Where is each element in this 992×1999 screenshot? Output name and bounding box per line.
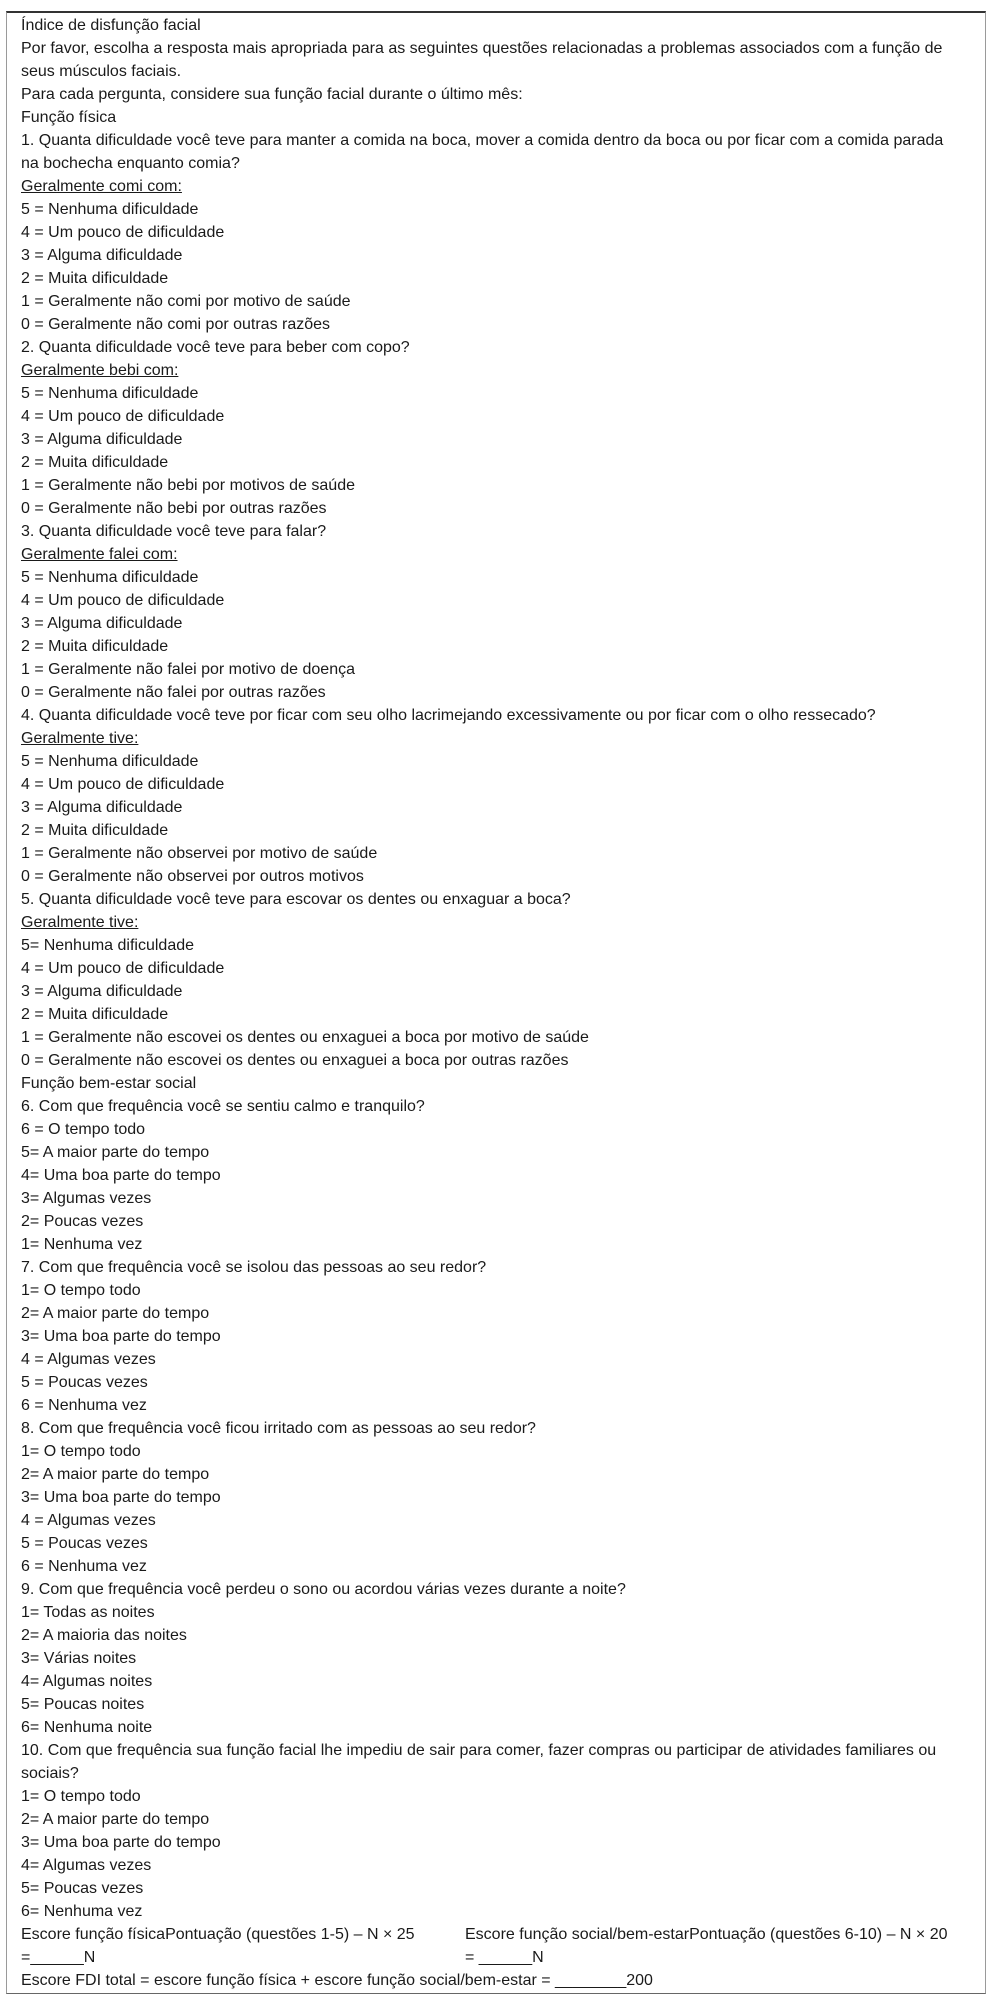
questionnaire-line: 3= Uma boa parte do tempo [21,1328,221,1345]
questionnaire-line: Índice de disfunção facial [21,17,201,34]
questionnaire-line: 3= Uma boa parte do tempo [21,1834,221,1851]
questionnaire-line: 4 = Um pouco de dificuldade [21,960,225,977]
questionnaire-line: 2 = Muita dificuldade [21,638,169,655]
questionnaire-line: 4 = Um pouco de dificuldade [21,592,225,609]
questionnaire-line: 2= A maior parte do tempo [21,1466,210,1483]
questionnaire-line: 0 = Geralmente não bebi por outras razões [21,500,327,517]
questionnaire-line: 2= A maioria das noites [21,1627,187,1644]
total-score-formula: Escore FDI total = escore função física + escore função social/bem-estar = ________200 [21,1972,653,1989]
questionnaire-line: 4 = Um pouco de dificuldade [21,224,225,241]
questionnaire-line: 5 = Nenhuma dificuldade [21,201,199,218]
questionnaire-line: 3 = Alguma dificuldade [21,983,183,1000]
questionnaire-line: 6= Nenhuma noite [21,1719,153,1736]
questionnaire-line: 2 = Muita dificuldade [21,822,169,839]
questionnaire-line: 2 = Muita dificuldade [21,454,169,471]
questionnaire-line: 1 = Geralmente não comi por motivo de saúde [21,293,351,310]
questionnaire-line: 1 = Geralmente não falei por motivo de doença [21,661,355,678]
social-score-formula: Escore função social/bem-estarPontuação (questões 6-10) – N × 20 = ______N [465,1926,948,1966]
questionnaire-line: 5= Poucas vezes [21,1880,144,1897]
questionnaire-line: 4. Quanta dificuldade você teve por ficar com seu olho lacrimejando excessivamente ou por ficar com o olho ressecado? [21,707,876,724]
questionnaire-line: Por favor, escolha a resposta mais apropriada para as seguintes questões relacionadas a problemas associados com a função de seus músculos faciais. [21,40,943,80]
questionnaire-line: 5. Quanta dificuldade você teve para escovar os dentes ou enxaguar a boca? [21,891,571,908]
questionnaire-line: 0 = Geralmente não comi por outras razões [21,316,331,333]
questionnaire-line: 8. Com que frequência você ficou irritado com as pessoas ao seu redor? [21,1420,536,1437]
score-row [7,1923,985,1969]
questionnaire-line: 5 = Poucas vezes [21,1535,148,1552]
questionnaire-line: 0 = Geralmente não escovei os dentes ou enxaguei a boca por outras razões [21,1052,569,1069]
questionnaire-line: 4= Algumas vezes [21,1857,152,1874]
questionnaire-line: 5= Poucas noites [21,1696,145,1713]
questionnaire-line: Função física [21,109,117,126]
questionnaire-line: 5= Nenhuma dificuldade [21,937,195,954]
questionnaire-line: 6 = Nenhuma vez [21,1397,147,1414]
questionnaire-line: 1 = Geralmente não escovei os dentes ou enxaguei a boca por motivo de saúde [21,1029,589,1046]
questionnaire-line: 2 = Muita dificuldade [21,1006,169,1023]
questionnaire-line: 2 = Muita dificuldade [21,270,169,287]
questionnaire-line: 1 = Geralmente não bebi por motivos de saúde [21,477,355,494]
questionnaire-line: 3. Quanta dificuldade você teve para falar? [21,523,327,540]
questionnaire-line: 2= Poucas vezes [21,1213,144,1230]
questionnaire-line: 3 = Alguma dificuldade [21,431,183,448]
questionnaire-line: 2= A maior parte do tempo [21,1811,210,1828]
questionnaire-line: 6= Nenhuma vez [21,1903,143,1920]
questionnaire-line: 6 = O tempo todo [21,1121,146,1138]
questionnaire-line: 7. Com que frequência você se isolou das pessoas ao seu redor? [21,1259,487,1276]
questionnaire-line: 4= Uma boa parte do tempo [21,1167,221,1184]
questionnaire-line: 2= A maior parte do tempo [21,1305,210,1322]
questionnaire-line: 5 = Nenhuma dificuldade [21,385,199,402]
answer-stem-label: Geralmente tive: [21,730,139,747]
questionnaire-line: 9. Com que frequência você perdeu o sono ou acordou várias vezes durante a noite? [21,1581,626,1598]
questionnaire-line: 1= Nenhuma vez [21,1236,143,1253]
answer-stem-label: Geralmente bebi com: [21,362,179,379]
questionnaire-line: 3= Algumas vezes [21,1190,152,1207]
questionnaire-line: 3 = Alguma dificuldade [21,247,183,264]
questionnaire-line: 0 = Geralmente não falei por outras razões [21,684,326,701]
answer-stem-label: Geralmente comi com: [21,178,182,195]
questionnaire-line: 4 = Algumas vezes [21,1351,156,1368]
questionnaire-line: 1= O tempo todo [21,1443,141,1460]
questionnaire-line: 1. Quanta dificuldade você teve para manter a comida na boca, mover a comida dentro da boca ou por ficar com a comida parada na bochecha enquanto comia? [21,132,944,172]
questionnaire-line: Função bem-estar social [21,1075,197,1092]
questionnaire-line: Para cada pergunta, considere sua função facial durante o último mês: [21,86,523,103]
questionnaire-line: 4 = Um pouco de dificuldade [21,776,225,793]
questionnaire-line: 3= Várias noites [21,1650,137,1667]
questionnaire-line: 5 = Nenhuma dificuldade [21,753,199,770]
questionnaire-line: 2. Quanta dificuldade você teve para beber com copo? [21,339,410,356]
questionnaire-line: 3 = Alguma dificuldade [21,799,183,816]
questionnaire-line: 6. Com que frequência você se sentiu calmo e tranquilo? [21,1098,425,1115]
questionnaire-lines [7,13,985,1923]
questionnaire-line: 1= O tempo todo [21,1788,141,1805]
questionnaire-line: 6 = Nenhuma vez [21,1558,147,1575]
questionnaire-line: 4= Algumas noites [21,1673,153,1690]
questionnaire-line: 3 = Alguma dificuldade [21,615,183,632]
questionnaire-line: 3= Uma boa parte do tempo [21,1489,221,1506]
questionnaire-line: 5= A maior parte do tempo [21,1144,210,1161]
physical-score-formula: Escore função físicaPontuação (questões 1-5) – N × 25 =______N [21,1926,415,1966]
answer-stem-label: Geralmente tive: [21,914,139,931]
questionnaire-line: 5 = Nenhuma dificuldade [21,569,199,586]
questionnaire-line: 1= O tempo todo [21,1282,141,1299]
questionnaire-line: 1 = Geralmente não observei por motivo de saúde [21,845,378,862]
questionnaire-line: 4 = Algumas vezes [21,1512,156,1529]
questionnaire-line: 1= Todas as noites [21,1604,155,1621]
answer-stem-label: Geralmente falei com: [21,546,178,563]
questionnaire-line: 4 = Um pouco de dificuldade [21,408,225,425]
questionnaire-line: 10. Com que frequência sua função facial lhe impediu de sair para comer, fazer compras ou participar de atividades familiares ou sociais? [21,1742,937,1782]
facial-disability-index-table [6,11,986,1994]
questionnaire-line: 0 = Geralmente não observei por outros motivos [21,868,364,885]
questionnaire-line: 5 = Poucas vezes [21,1374,148,1391]
